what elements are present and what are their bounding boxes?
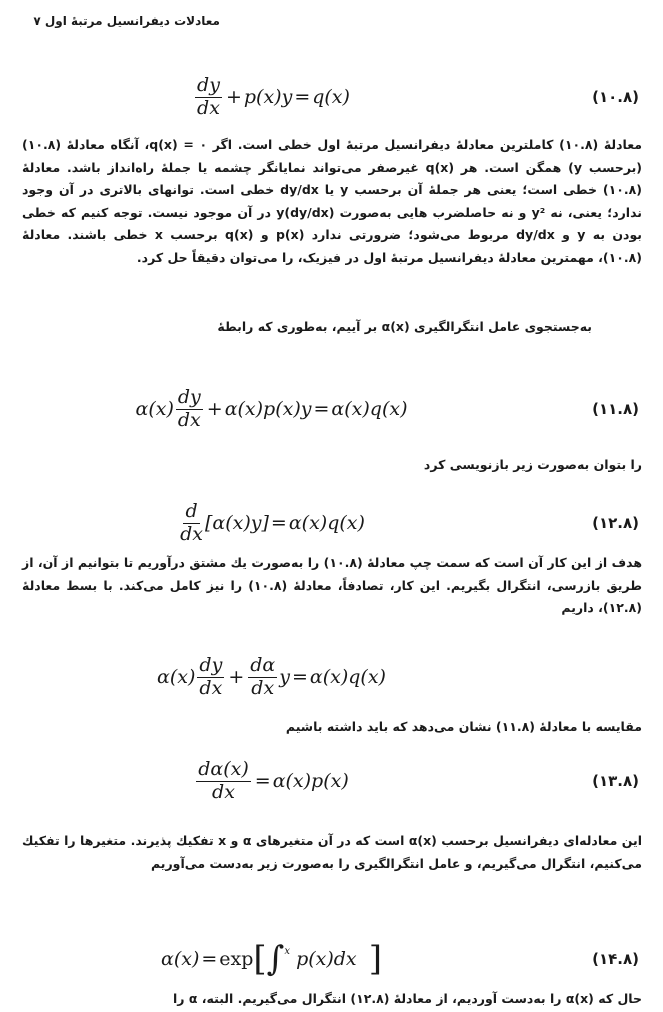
equation-body: α(x) = exp [ ∫ x p(x)dx ] (160, 939, 382, 979)
paragraph-6: این معادله‌ای دیفرانسیل برحسب α(x) است که در آن متغیرهای α و x تفکیك پذیرند. متغیرها را تفکیك می‌کنیم، انتگرال می‌گیریم، و عامل انتگرالگیری را به‌صورت زیر به‌دست می‌آوریم (22, 833, 642, 871)
paragraph-5: مقایسه با معادلهٔ (۱۱.۸) نشان می‌دهد که باید داشته باشیم (285, 719, 642, 734)
header-title: معادلات دیفرانسیل مرتبهٔ اول (44, 14, 220, 28)
equation-10-8 (0, 72, 663, 122)
equation-number: (۱۲.۸) (592, 514, 639, 532)
paragraph-4: هدف از این کار آن است که سمت چپ معادلهٔ (۱۰.۸) را به‌صورت یك مشتق درآوریم تا بتوانیم از آن، از طریق بازرسی، انتگرال بگیریم. این کار، تصادفاً، معادلهٔ (۱۰.۸) را نیز کامل می‌کند. با بسط معادلهٔ (۱۲.۸)، داریم (22, 555, 642, 616)
equation-12-8 (0, 498, 663, 548)
equation-number: (۱۳.۸) (592, 772, 639, 790)
equation-11-8 (0, 384, 663, 434)
equation-body: $\frac{dy}{dx}$ + p(x)y = q(x) (197, 73, 350, 119)
paragraph-2: به‌جستجوی عامل انتگرالگیری α(x) بر آییم، به‌طوری که رابطهٔ (217, 319, 592, 334)
equation-number: (۱۴.۸) (592, 950, 639, 968)
equation-14-8 (0, 932, 663, 986)
equation-body: $\frac{d}{dx}$ [α(x)y] = α(x)q(x) (180, 499, 365, 545)
equation-body: α(x) $\frac{dy}{dx}$ + $\frac{d\alpha}{dx}$ y = α(x)q(x) (157, 653, 386, 699)
paragraph-3: را بتوان به‌صورت زیر بازنویسی کرد (423, 457, 642, 472)
page-number: ۷ (33, 14, 41, 28)
equation-body: $\frac{d\alpha(x)}{dx}$ = α(x)p(x) (198, 757, 349, 803)
equation-13-8 (0, 756, 663, 806)
running-header (20, 14, 220, 28)
equation-number: (۱۰.۸) (592, 88, 639, 106)
equation-expanded (0, 652, 663, 702)
paragraph-1: معادلهٔ (۱۰.۸) کاملترین معادلهٔ دیفرانسیل مرتبهٔ اول خطی است. اگر q(x) = ۰، آنگاه معادلهٔ (۱۰.۸) (برحسب y) همگن است. هر q(x) غیرصفر می‌تواند نمایانگر چشمه یا جملهٔ راه‌انداز باشد. معادلهٔ (۱۰.۸) خطی است؛ یعنی هر جملهٔ آن برحسب y یا dy/dx خطی است. توانهای بالاتری در آن وجود ندارد؛ یعنی، نه y² و نه حاصلضرب هایی به‌صورت y(dy/dx) در آن موجود نیست. توجه کنیم که خطی بودن به y و dy/dx مربوط می‌شود؛ ضرورتی ندارد p(x) و q(x) برحسب x خطی باشند. معادلهٔ (۱۰.۸)، مهمترین معادلهٔ دیفرانسیل مرتبهٔ اول در فیزیک، را می‌توان دقیقاً حل کرد. (22, 137, 643, 265)
equation-number: (۱۱.۸) (592, 400, 639, 418)
equation-body: α(x) $\frac{dy}{dx}$ + α(x)p(x)y = α(x)q(x) (135, 385, 408, 431)
paragraph-7: حال که α(x) را به‌دست آوردیم، از معادلهٔ (۱۲.۸) انتگرال می‌گیریم. البته، α را (172, 991, 642, 1006)
